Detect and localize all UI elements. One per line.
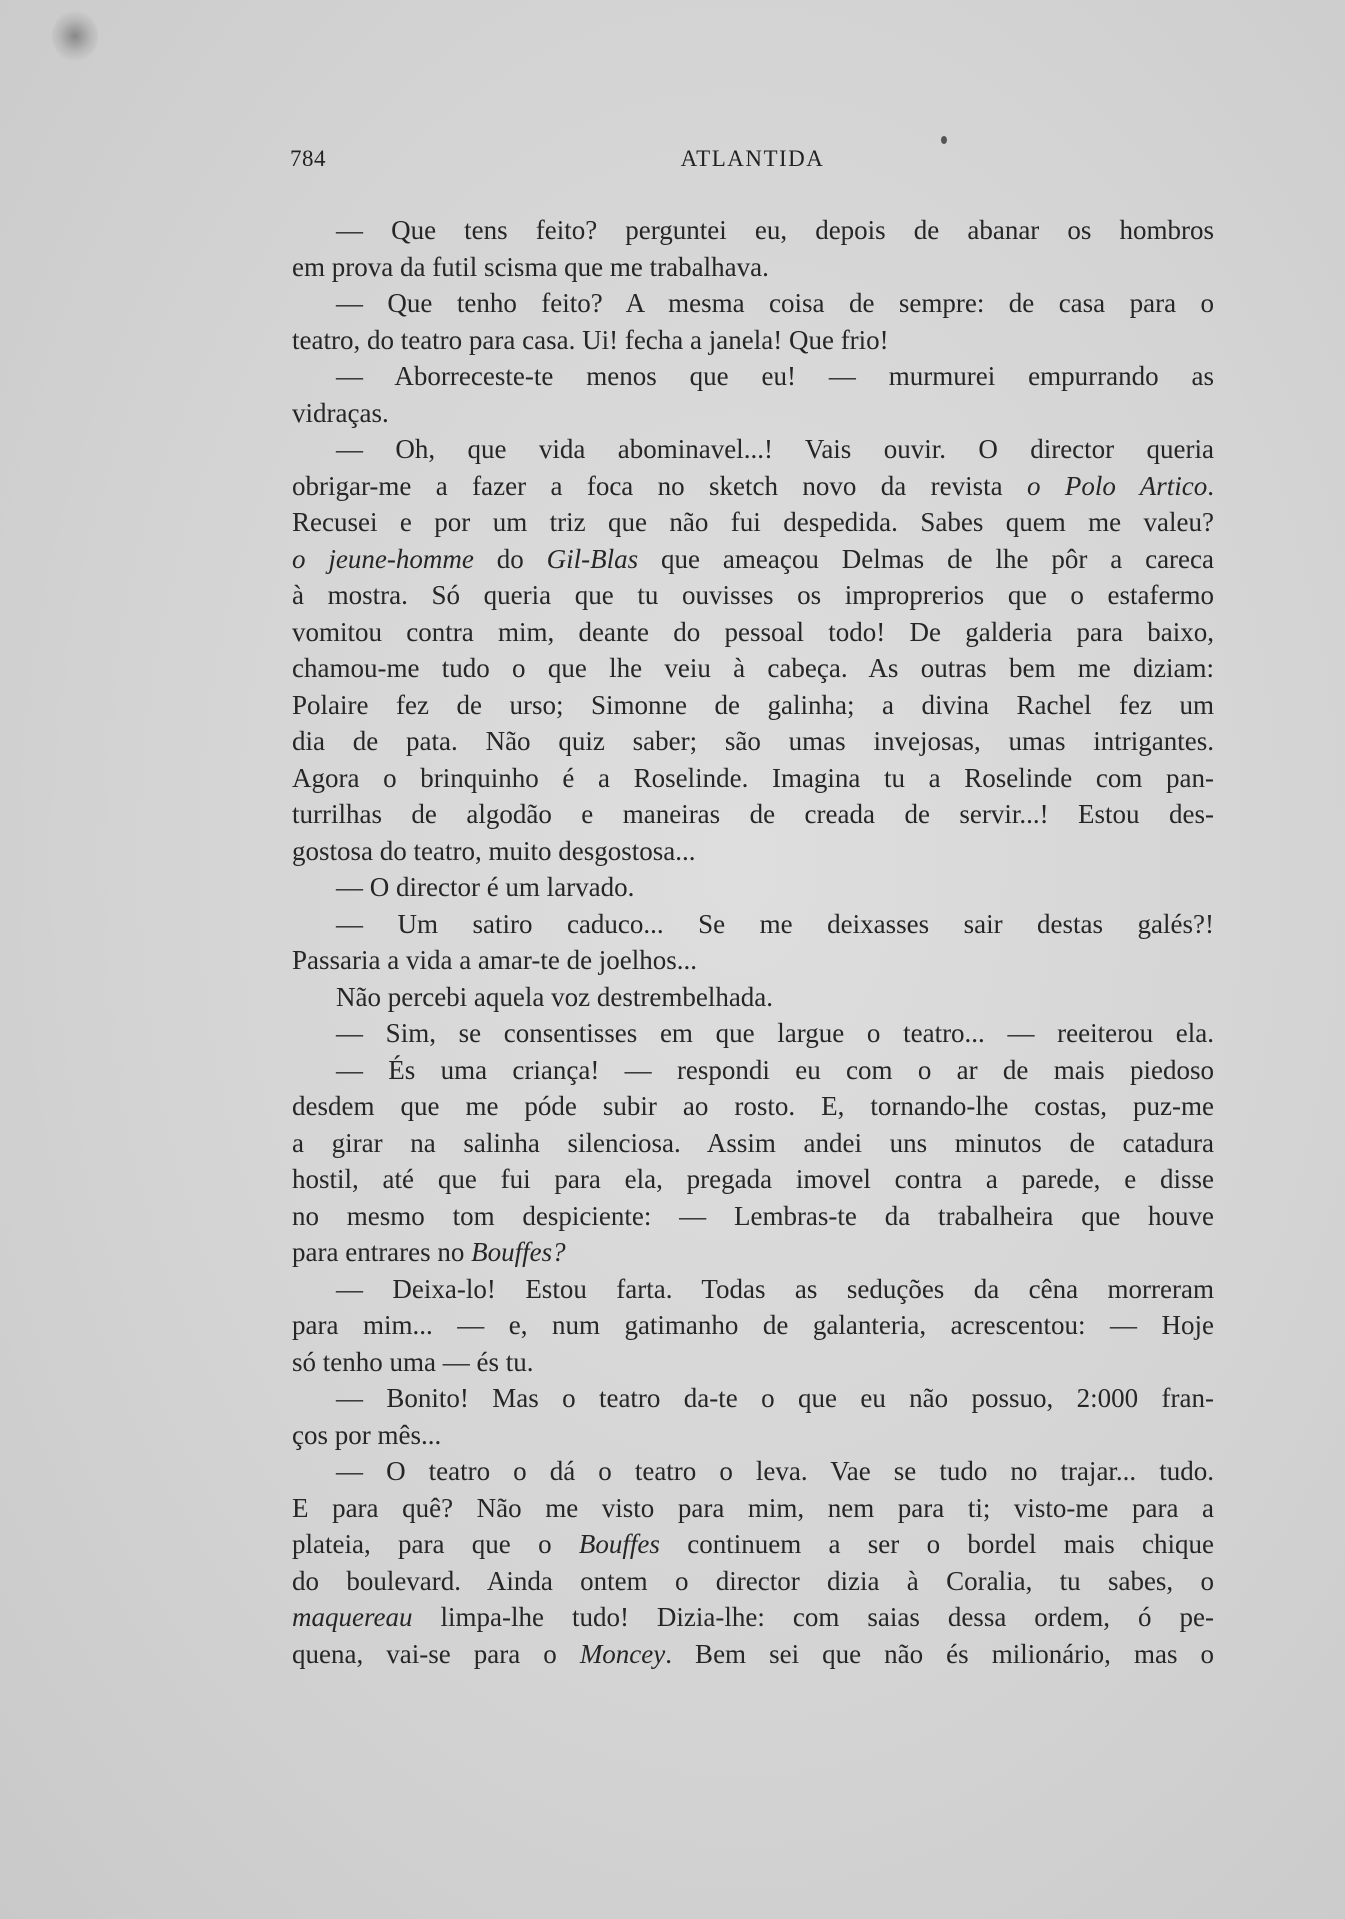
text-line bbox=[292, 723, 1214, 760]
italic-text: o Polo Artico bbox=[1026, 470, 1208, 501]
text-segment: Recusei e por um triz que não fui despedida. Sabes quem me valeu? bbox=[292, 507, 1214, 537]
text-segment: continuem a ser o bordel mais chique bbox=[659, 1529, 1214, 1559]
text-segment: chamou-me tudo o que lhe veiu à cabeça. As outras bem me diziam: bbox=[292, 653, 1214, 683]
text-line bbox=[292, 1453, 1214, 1490]
text-segment: hostil, até que fui para ela, pregada imovel contra a parede, e disse bbox=[292, 1164, 1214, 1194]
text-segment: obrigar-me a fazer a foca no sketch novo da revista bbox=[292, 470, 1027, 501]
text-segment: — Um satiro caduco... Se me deixasses sair destas galés?! bbox=[336, 908, 1214, 939]
italic-text: Moncey bbox=[579, 1638, 666, 1669]
ink-dot bbox=[941, 136, 947, 144]
text-segment: desdem que me póde subir ao rosto. E, tornando-lhe costas, puz-me bbox=[292, 1091, 1214, 1121]
text-line bbox=[292, 541, 1214, 578]
text-line bbox=[292, 249, 1214, 286]
text-line bbox=[292, 504, 1214, 541]
text-segment: plateia, para que o bbox=[292, 1529, 579, 1559]
text-segment: no mesmo tom despiciente: — Lembras-te da trabalheira que houve bbox=[292, 1200, 1214, 1231]
body-text bbox=[292, 212, 1214, 1672]
text-segment: E para quê? Não me visto para mim, nem para ti; visto-me para a bbox=[292, 1492, 1214, 1523]
text-line bbox=[292, 1198, 1214, 1235]
text-line bbox=[292, 869, 1214, 906]
text-segment: para mim... — e, num gatimanho de galanteria, acrescentou: — Hoje bbox=[292, 1310, 1214, 1340]
text-line bbox=[292, 285, 1214, 322]
text-segment: vidraças. bbox=[292, 397, 389, 428]
text-line bbox=[292, 1307, 1214, 1344]
text-segment: do bbox=[473, 543, 547, 574]
text-line bbox=[292, 1052, 1214, 1089]
text-line bbox=[292, 358, 1214, 395]
text-line bbox=[292, 577, 1214, 614]
italic-text: Gil-Blas bbox=[546, 543, 639, 574]
italic-text: Bouffes? bbox=[471, 1237, 566, 1267]
text-line bbox=[292, 1344, 1214, 1381]
text-segment: Não percebi aquela voz destrembelhada. bbox=[336, 981, 774, 1012]
italic-text: o jeune-homme bbox=[292, 543, 474, 574]
text-line bbox=[292, 650, 1214, 687]
text-line bbox=[292, 1526, 1214, 1563]
italic-text: Bouffes bbox=[578, 1529, 660, 1559]
text-segment: a girar na salinha silenciosa. Assim andei uns minutos de catadura bbox=[292, 1127, 1214, 1158]
text-line bbox=[292, 1088, 1214, 1125]
text-line bbox=[292, 760, 1214, 797]
text-line bbox=[292, 1125, 1214, 1162]
text-segment: . bbox=[1207, 470, 1214, 501]
text-line bbox=[292, 1636, 1214, 1673]
text-segment: Polaire fez de urso; Simonne de galinha; a divina Rachel fez um bbox=[292, 689, 1214, 720]
text-segment: que ameaçou Delmas de lhe pôr a careca bbox=[638, 543, 1214, 574]
ink-smudge bbox=[52, 10, 98, 62]
text-segment: limpa-lhe tudo! Dizia-lhe: com saias dessa ordem, ó pe- bbox=[412, 1602, 1214, 1632]
text-line bbox=[292, 796, 1214, 833]
text-line bbox=[292, 395, 1214, 432]
text-line bbox=[292, 468, 1214, 505]
text-line bbox=[292, 1380, 1214, 1417]
text-segment: — Sim, se consentisses em que largue o teatro... — reeiterou ela. bbox=[336, 1018, 1214, 1048]
text-segment: dia de pata. Não quiz saber; são umas invejosas, umas intrigantes. bbox=[292, 726, 1214, 756]
text-line bbox=[292, 1563, 1214, 1600]
text-segment: gostosa do teatro, muito desgostosa... bbox=[292, 835, 696, 866]
text-segment: — Que tenho feito? A mesma coisa de sempre: de casa para o bbox=[336, 288, 1214, 318]
text-segment: — O teatro o dá o teatro o leva. Vae se tudo no trajar... tudo. bbox=[336, 1456, 1214, 1486]
text-segment: para entrares no bbox=[292, 1237, 472, 1267]
text-segment: — Oh, que vida abominavel...! Vais ouvir. O director queria bbox=[336, 434, 1214, 464]
text-line bbox=[292, 1161, 1214, 1198]
text-line bbox=[292, 1015, 1214, 1052]
text-line bbox=[292, 1490, 1214, 1527]
text-segment: . Bem sei que não és milionário, mas o bbox=[665, 1638, 1214, 1669]
page-number: 784 bbox=[290, 146, 326, 171]
text-segment: à mostra. Só queria que tu ouvisses os improprerios que o estafermo bbox=[292, 580, 1214, 610]
text-segment: turrilhas de algodão e maneiras de creada de servir...! Estou des- bbox=[292, 799, 1214, 829]
text-segment: em prova da futil scisma que me trabalhava. bbox=[292, 251, 769, 282]
text-line bbox=[292, 614, 1214, 651]
text-segment: ços por mês... bbox=[292, 1419, 442, 1450]
text-segment: — Bonito! Mas o teatro da-te o que eu não possuo, 2:000 fran- bbox=[336, 1383, 1214, 1413]
text-segment: — Deixa-lo! Estou farta. Todas as seduções da cêna morreram bbox=[336, 1273, 1214, 1304]
text-segment: vomitou contra mim, deante do pessoal todo! De galderia para baixo, bbox=[292, 616, 1214, 647]
text-line bbox=[292, 322, 1214, 359]
italic-text: maquereau bbox=[292, 1602, 413, 1632]
text-line bbox=[292, 1599, 1214, 1636]
text-line bbox=[292, 979, 1214, 1016]
text-segment: teatro, do teatro para casa. Ui! fecha a janela! Que frio! bbox=[292, 324, 889, 355]
text-segment: quena, vai-se para o bbox=[292, 1638, 580, 1669]
text-segment: — És uma criança! — respondi eu com o ar de mais piedoso bbox=[336, 1054, 1214, 1085]
running-title: ATLANTIDA bbox=[680, 146, 825, 171]
text-segment: — O director é um larvado. bbox=[336, 872, 635, 902]
text-line bbox=[292, 833, 1214, 870]
text-segment: — Que tens feito? perguntei eu, depois de abanar os hombros bbox=[336, 215, 1214, 245]
text-segment: — Aborreceste-te menos que eu! — murmurei empurrando as bbox=[336, 361, 1214, 391]
page-header bbox=[290, 146, 1215, 180]
text-line bbox=[292, 1271, 1214, 1308]
text-line bbox=[292, 1234, 1214, 1271]
text-line bbox=[292, 431, 1214, 468]
text-line bbox=[292, 942, 1214, 979]
text-line bbox=[292, 1417, 1214, 1454]
text-segment: do boulevard. Ainda ontem o director dizia à Coralia, tu sabes, o bbox=[292, 1565, 1214, 1596]
text-segment: Agora o brinquinho é a Roselinde. Imagina tu a Roselinde com pan- bbox=[292, 762, 1214, 793]
text-line bbox=[292, 687, 1214, 724]
text-segment: só tenho uma — és tu. bbox=[292, 1346, 534, 1377]
text-line bbox=[292, 906, 1214, 943]
text-line bbox=[292, 212, 1214, 249]
text-segment: Passaria a vida a amar-te de joelhos... bbox=[292, 945, 698, 975]
